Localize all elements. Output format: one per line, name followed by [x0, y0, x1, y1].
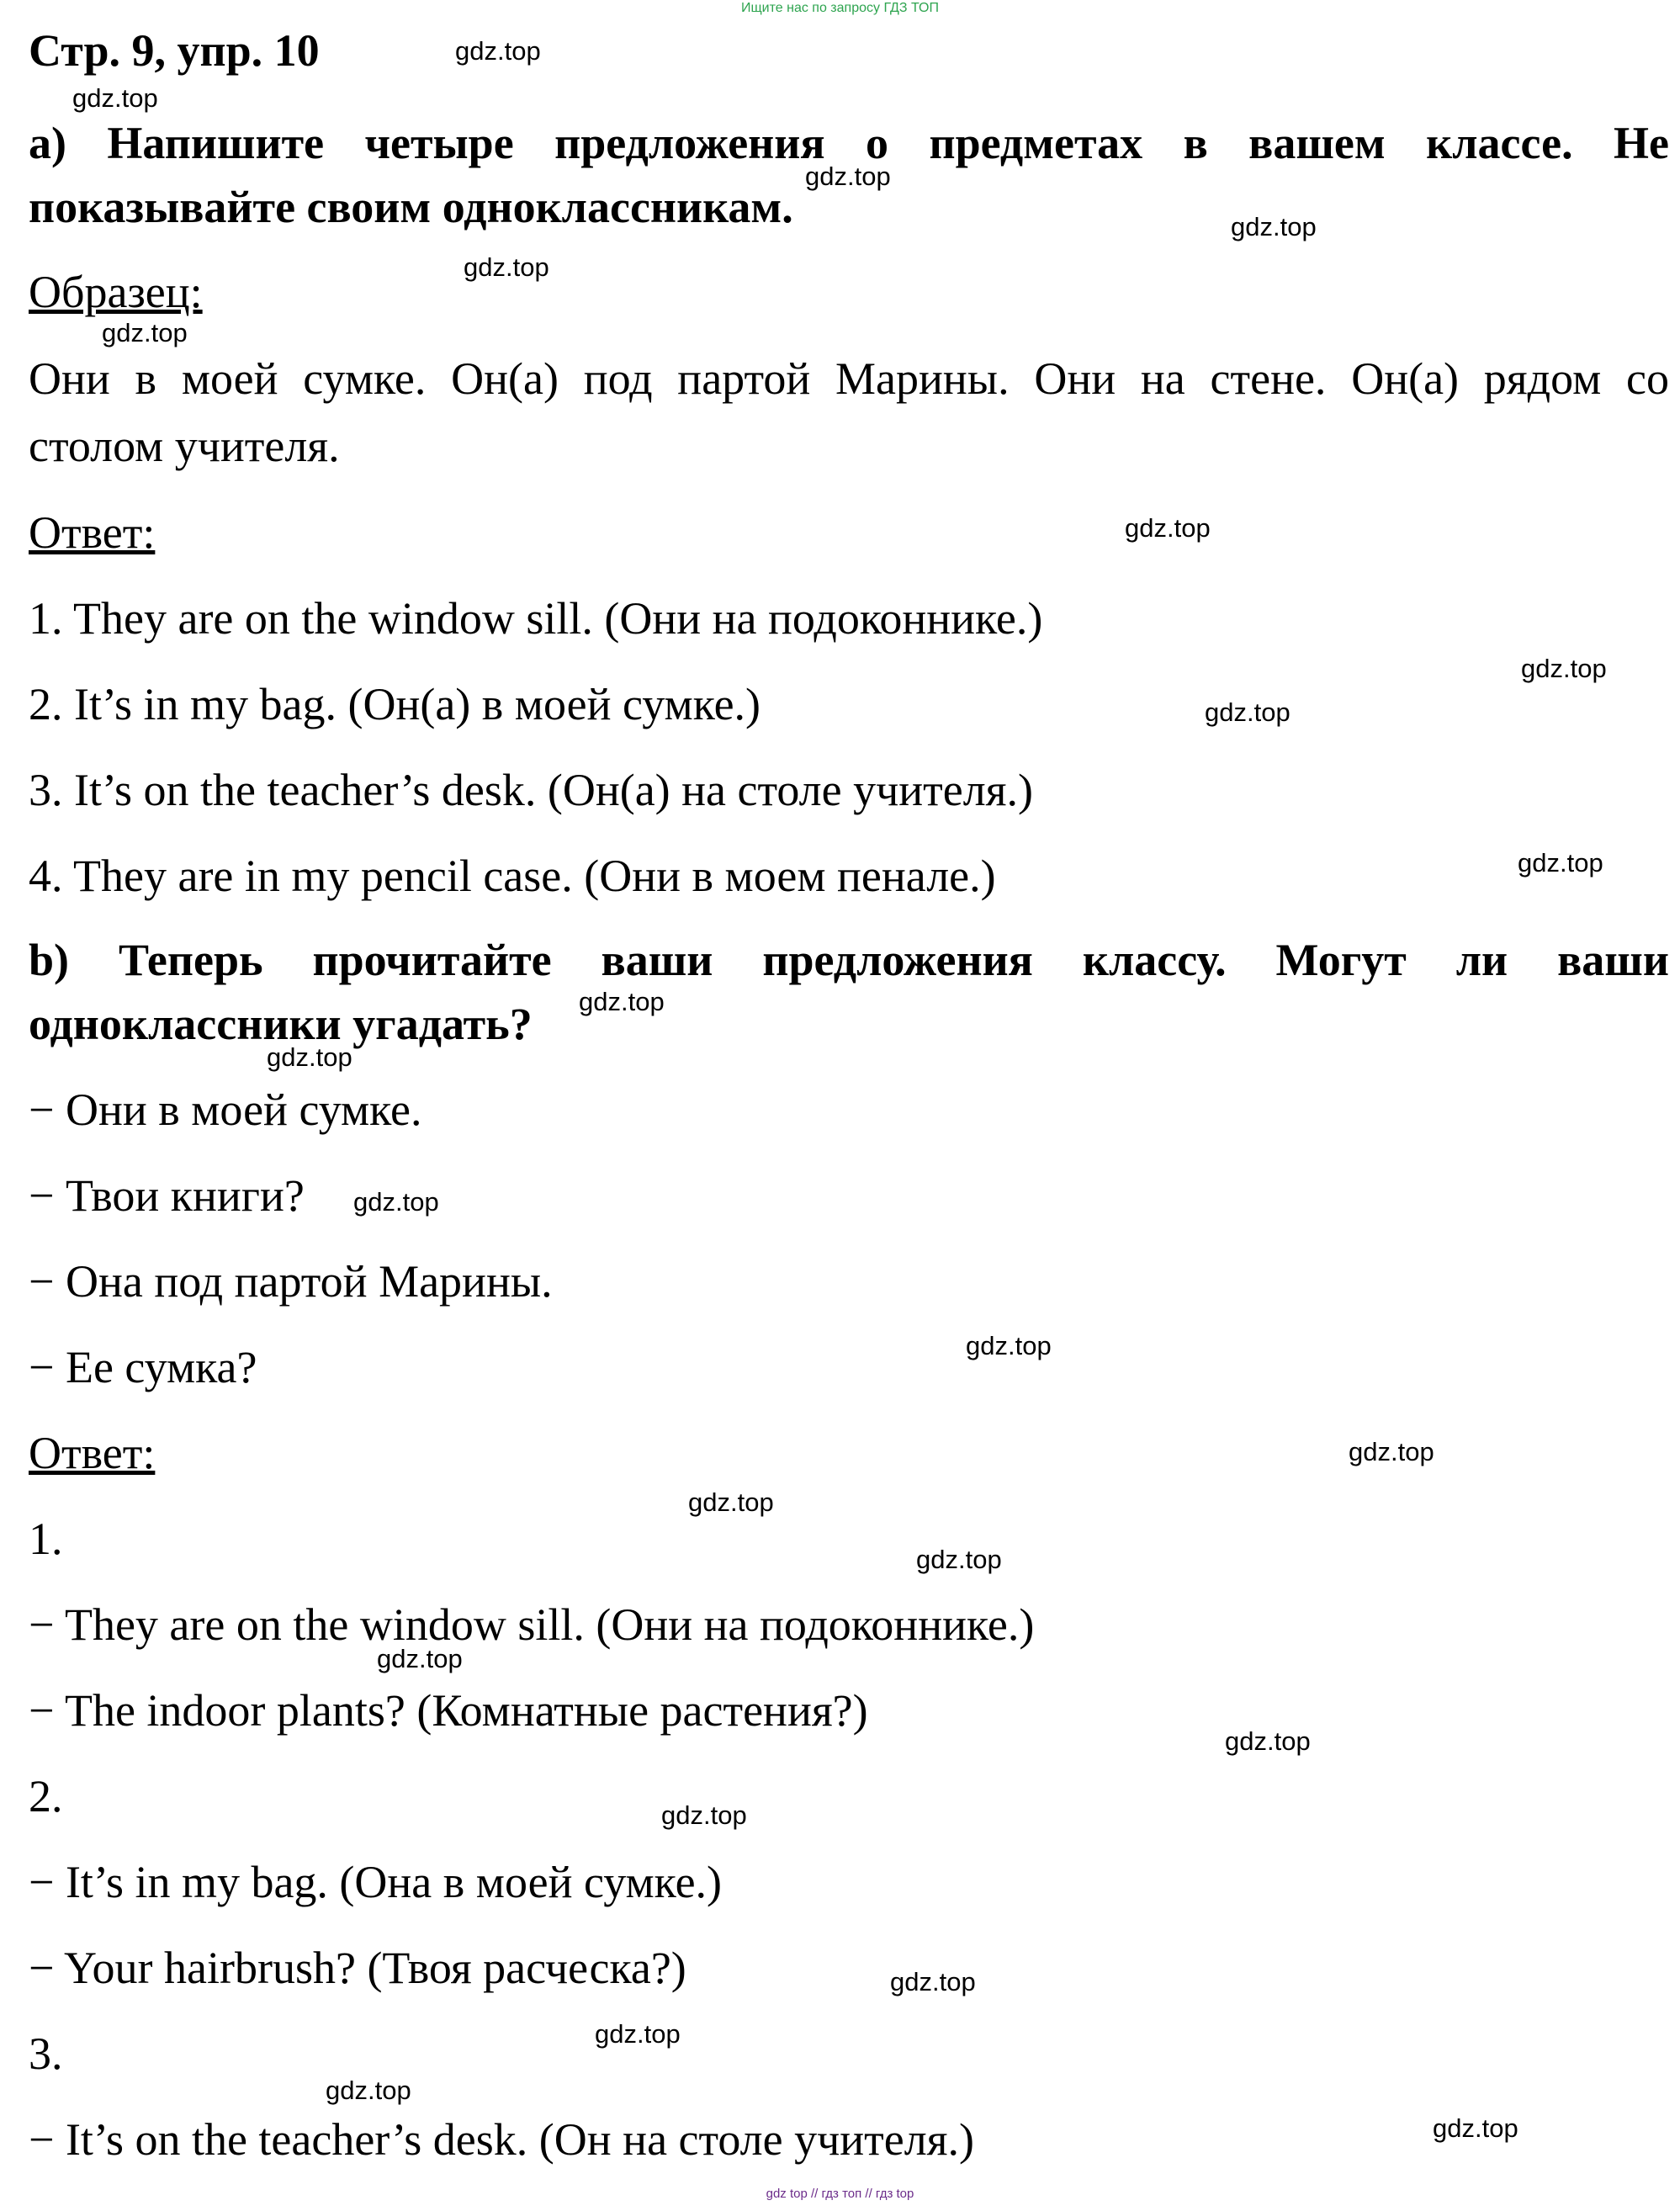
- watermark: gdz.top: [455, 36, 541, 66]
- task-b-line-1: b) Теперь прочитайте ваши предложения классу. Могут ли ваши: [29, 935, 1669, 985]
- watermark: gdz.top: [326, 2076, 411, 2105]
- watermark: gdz.top: [805, 162, 891, 191]
- answer-b-dialog-2b: − Your hairbrush? (Твоя расческа?): [29, 1943, 686, 1993]
- watermark: gdz.top: [1205, 697, 1290, 727]
- task-b-line-2: одноклассники угадать?: [29, 999, 533, 1049]
- dialog-example-2: − Твои книги?: [29, 1170, 305, 1221]
- watermark: gdz.top: [1433, 2113, 1518, 2143]
- task-a-line-2: показывайте своим одноклассникам.: [29, 182, 793, 232]
- watermark: gdz.top: [1225, 1726, 1311, 1756]
- watermark: gdz.top: [688, 1487, 774, 1517]
- watermark: gdz.top: [72, 83, 158, 113]
- watermark: gdz.top: [1349, 1437, 1434, 1466]
- watermark: gdz.top: [890, 1967, 976, 1996]
- dialog-example-3: − Она под партой Марины.: [29, 1256, 553, 1307]
- page-title: Стр. 9, упр. 10: [29, 25, 320, 76]
- answer-b-number-1: 1.: [29, 1514, 63, 1564]
- search-banner: Ищите нас по запросу ГДЗ ТОП: [741, 1, 939, 15]
- answer-a-label: Ответ:: [29, 507, 156, 558]
- answer-b-dialog-2a: − It’s in my bag. (Она в моей сумке.): [29, 1857, 723, 1907]
- watermark: gdz.top: [595, 2019, 681, 2049]
- watermark: gdz.top: [1518, 848, 1603, 878]
- watermark: gdz.top: [661, 1800, 747, 1830]
- watermark: gdz.top: [267, 1042, 352, 1072]
- sample-label: Образец:: [29, 267, 203, 317]
- dialog-example-1: − Они в моей сумке.: [29, 1084, 422, 1135]
- answer-a-item-2: 2. It’s in my bag. (Он(а) в моей сумке.): [29, 679, 761, 729]
- task-a-line-1: a) Напишите четыре предложения о предметах в вашем классе. Не: [29, 118, 1669, 168]
- watermark: gdz.top: [102, 318, 188, 347]
- watermark: gdz.top: [579, 987, 665, 1016]
- answer-b-dialog-1a: − They are on the window sill. (Они на подоконнике.): [29, 1599, 1035, 1650]
- answer-a-item-1: 1. They are on the window sill. (Они на подоконнике.): [29, 593, 1043, 644]
- watermark: gdz.top: [464, 252, 549, 282]
- watermark: gdz.top: [1125, 513, 1211, 543]
- watermark: gdz.top: [1521, 654, 1607, 683]
- answer-a-item-4: 4. They are in my pencil case. (Они в моем пенале.): [29, 851, 996, 901]
- dialog-example-4: − Ее сумка?: [29, 1342, 257, 1392]
- answer-b-label: Ответ:: [29, 1428, 156, 1478]
- answer-b-number-2: 2.: [29, 1771, 63, 1821]
- answer-b-dialog-3a: − It’s on the teacher’s desk. (Он на столе учителя.): [29, 2114, 974, 2165]
- sample-line-2: столом учителя.: [29, 421, 340, 471]
- watermark: gdz.top: [377, 1644, 463, 1673]
- answer-a-item-3: 3. It’s on the teacher’s desk. (Он(а) на столе учителя.): [29, 765, 1033, 815]
- watermark: gdz.top: [1231, 212, 1317, 241]
- watermark: gdz.top: [966, 1331, 1052, 1360]
- sample-line-1: Они в моей сумке. Он(а) под партой Марины. Они на стене. Он(а) рядом со: [29, 353, 1669, 404]
- watermark: gdz.top: [916, 1545, 1002, 1574]
- footer-banner: gdz top // гдз топ // гдз top: [766, 2187, 914, 2201]
- watermark: gdz.top: [353, 1187, 439, 1217]
- answer-b-dialog-1b: − The indoor plants? (Комнатные растения?): [29, 1685, 868, 1736]
- answer-b-number-3: 3.: [29, 2028, 63, 2079]
